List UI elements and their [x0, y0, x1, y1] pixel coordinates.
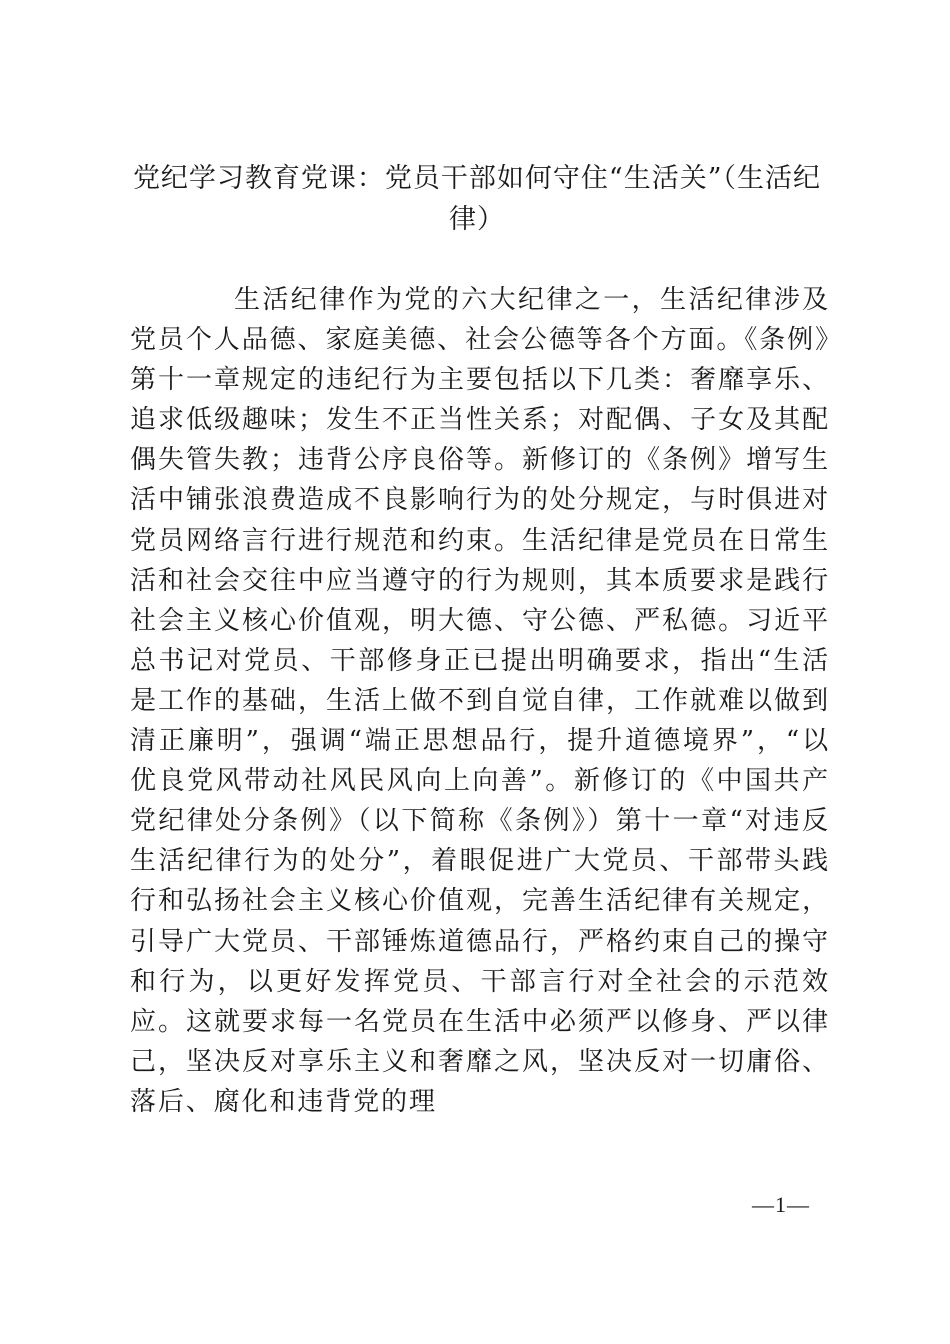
body-paragraph: 生活纪律作为党的六大纪律之一，生活纪律涉及党员个人品德、家庭美德、社会公德等各个方面。《条例》第十一章规定的违纪行为主要包括以下几类：奢靡享乐、追求低级趣味；发生不正当性关系；对配偶、子女及其配偶失管失教；违背公序良俗等。新修订的《条例》增写生活中铺张浪费造成不良影响行为的处分规定，与时俱进对党员网络言行进行规范和约束。生活纪律是党员在日常生活和社会交往中应当遵守的行为规则，其本质要求是践行社会主义核心价值观，明大德、守公德、严私德。习近平总书记对党员、干部修身正已提出明确要求，指出“生活是工作的基础，生活上做不到自觉自律，工作就难以做到清正廉明”，强调“端正思想品行，提升道德境界”，“以优良党风带动社风民风向上向善”。新修订的《中国共产党纪律处分条例》（以下简称《条例》）第十一章“对违反生活纪律行为的处分”，着眼促进广大党员、干部带头践行和弘扬社会主义核心价值观，完善生活纪律有关规定，引导广大党员、干部锤炼道德品行，严格约束自己的操守和行为，以更好发挥党员、干部言行对全社会的示范效应。这就要求每一名党员在生活中必须严以修身、严以律己，坚决反对享乐主义和奢靡之风，坚决反对一切庸俗、落后、腐化和违背党的理 [130, 285, 830, 1117]
document-title: 党纪学习教育党课：党员干部如何守住“生活关”（生活纪律） [132, 163, 822, 235]
page-number: —1— [752, 1192, 810, 1217]
